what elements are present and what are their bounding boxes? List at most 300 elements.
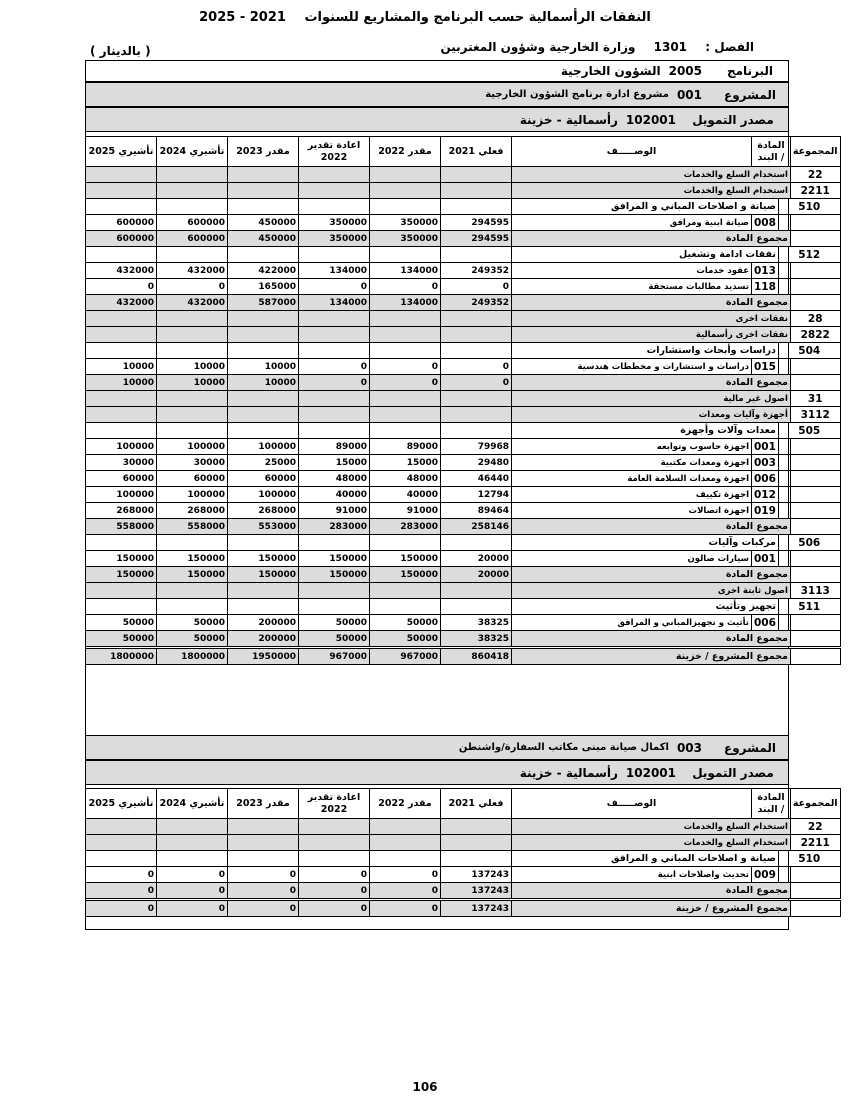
row-description: معدات وآلات وأجهزة xyxy=(512,423,779,439)
value-cell: 150000 xyxy=(370,567,441,583)
value-cell: 600000 xyxy=(157,231,228,247)
value-cell xyxy=(228,391,299,407)
table-row xyxy=(86,615,841,631)
col-2022-reest-header: اعادة تقدير 2022 xyxy=(299,789,370,819)
value-cell: 258146 xyxy=(441,519,512,535)
row-description: أجهزة وآليات ومعدات xyxy=(512,407,791,423)
project2-table xyxy=(85,788,841,917)
table-row xyxy=(86,851,841,867)
project-total-label: مجموع المشروع / خزينة xyxy=(512,649,791,665)
value-cell: 50000 xyxy=(157,631,228,647)
value-cell: 29480 xyxy=(441,455,512,471)
value-cell: 350000 xyxy=(299,215,370,231)
value-cell xyxy=(441,407,512,423)
item-code: 510 xyxy=(778,199,840,215)
group-spacer xyxy=(790,631,840,647)
item-code: 511 xyxy=(778,599,840,615)
line-spacer xyxy=(778,215,790,231)
line-spacer xyxy=(778,867,790,883)
value-cell xyxy=(441,423,512,439)
group-code: 3113 xyxy=(790,583,840,599)
group-code: 2822 xyxy=(790,327,840,343)
value-cell xyxy=(441,343,512,359)
value-cell: 91000 xyxy=(370,503,441,519)
value-cell xyxy=(86,391,157,407)
value-cell xyxy=(86,599,157,615)
value-cell: 150000 xyxy=(299,551,370,567)
value-cell xyxy=(370,835,441,851)
funding1-row xyxy=(85,107,789,132)
value-cell: 0 xyxy=(86,867,157,883)
line-spacer xyxy=(778,471,790,487)
table-row xyxy=(86,391,841,407)
value-cell: 600000 xyxy=(157,215,228,231)
value-cell xyxy=(441,851,512,867)
value-cell xyxy=(370,583,441,599)
table-row xyxy=(86,631,841,647)
chapter-name: وزارة الخارجية وشؤون المغتربين xyxy=(440,40,636,54)
line-code: 013 xyxy=(752,263,779,279)
value-cell: 200000 xyxy=(228,631,299,647)
value-cell: 25000 xyxy=(228,455,299,471)
line-code: 015 xyxy=(752,359,779,375)
group-spacer xyxy=(790,231,840,247)
value-cell: 30000 xyxy=(157,455,228,471)
line-spacer xyxy=(778,263,790,279)
value-cell: 134000 xyxy=(370,263,441,279)
value-cell: 0 xyxy=(370,279,441,295)
item-code: 512 xyxy=(778,247,840,263)
row-description: نفقات اخرى xyxy=(512,311,791,327)
group-code: 22 xyxy=(790,819,840,835)
row-description: صيانة ابنية ومرافق xyxy=(512,215,752,231)
value-cell xyxy=(86,199,157,215)
value-cell: 1800000 xyxy=(157,649,228,665)
table-row xyxy=(86,567,841,583)
project1-row xyxy=(85,82,789,107)
table-row xyxy=(86,375,841,391)
col-2021-actual-header: فعلي 2021 xyxy=(441,137,512,167)
value-cell: 0 xyxy=(299,279,370,295)
col-item-header: المادة / البند xyxy=(752,137,791,167)
group-spacer xyxy=(790,295,840,311)
value-cell: 40000 xyxy=(370,487,441,503)
value-cell xyxy=(157,599,228,615)
group-spacer xyxy=(790,215,840,231)
row-description: نفقات اخرى رأسمالية xyxy=(512,327,791,343)
value-cell: 558000 xyxy=(86,519,157,535)
value-cell xyxy=(228,835,299,851)
row-description: دراسات و استشارات و مخططات هندسية xyxy=(512,359,752,375)
value-cell xyxy=(228,327,299,343)
value-cell: 91000 xyxy=(299,503,370,519)
group-spacer xyxy=(790,375,840,391)
value-cell: 0 xyxy=(86,901,157,917)
value-cell xyxy=(86,851,157,867)
value-cell: 0 xyxy=(228,883,299,899)
col-group-header: المجموعة xyxy=(790,137,840,167)
value-cell: 0 xyxy=(157,901,228,917)
item-code: 504 xyxy=(778,343,840,359)
value-cell xyxy=(370,311,441,327)
value-cell: 283000 xyxy=(299,519,370,535)
line-spacer xyxy=(778,359,790,375)
value-cell xyxy=(441,327,512,343)
row-description: سيارات صالون xyxy=(512,551,752,567)
col-2023-header: مقدر 2023 xyxy=(228,137,299,167)
table-row xyxy=(86,551,841,567)
value-cell: 15000 xyxy=(370,455,441,471)
value-cell: 0 xyxy=(86,883,157,899)
col-2023-header: مقدر 2023 xyxy=(228,789,299,819)
table-row xyxy=(86,423,841,439)
value-cell xyxy=(157,423,228,439)
value-cell: 40000 xyxy=(299,487,370,503)
value-cell xyxy=(228,583,299,599)
value-cell: 89000 xyxy=(370,439,441,455)
value-cell xyxy=(86,247,157,263)
row-description: تحديث واصلاحات ابنية xyxy=(512,867,752,883)
group-spacer xyxy=(790,551,840,567)
value-cell: 1950000 xyxy=(228,649,299,665)
value-cell: 137243 xyxy=(441,901,512,917)
value-cell: 79968 xyxy=(441,439,512,455)
table-row xyxy=(86,599,841,615)
table-row xyxy=(86,407,841,423)
value-cell xyxy=(441,819,512,835)
value-cell: 450000 xyxy=(228,215,299,231)
value-cell: 0 xyxy=(299,375,370,391)
value-cell xyxy=(86,819,157,835)
group-code: 31 xyxy=(790,391,840,407)
line-code: 008 xyxy=(752,215,779,231)
table-row xyxy=(86,583,841,599)
value-cell xyxy=(299,247,370,263)
value-cell xyxy=(157,535,228,551)
project-total-label: مجموع المشروع / خزينة xyxy=(512,901,791,917)
value-cell xyxy=(157,183,228,199)
row-description: مجموع المادة xyxy=(512,519,791,535)
funding2-row xyxy=(85,760,789,785)
value-cell xyxy=(228,851,299,867)
project2-row xyxy=(85,735,789,760)
project1-table xyxy=(85,136,841,665)
page-number: 106 xyxy=(412,1080,438,1094)
value-cell: 268000 xyxy=(86,503,157,519)
value-cell: 50000 xyxy=(86,631,157,647)
group-spacer xyxy=(790,279,840,295)
value-cell xyxy=(370,391,441,407)
col-2024-header: تأشيري 2024 xyxy=(157,137,228,167)
value-cell: 0 xyxy=(370,901,441,917)
value-cell xyxy=(441,599,512,615)
value-cell: 20000 xyxy=(441,551,512,567)
funding1-name: رأسمالية - خزينة xyxy=(519,112,618,127)
col-2025-header: تأشيري 2025 xyxy=(86,137,157,167)
value-cell xyxy=(441,199,512,215)
chapter-label: الفصل : xyxy=(705,40,754,54)
value-cell xyxy=(299,167,370,183)
value-cell: 0 xyxy=(228,901,299,917)
value-cell xyxy=(441,311,512,327)
value-cell: 0 xyxy=(370,867,441,883)
value-cell: 12794 xyxy=(441,487,512,503)
value-cell: 350000 xyxy=(370,215,441,231)
chapter-line xyxy=(426,40,754,54)
value-cell xyxy=(370,535,441,551)
value-cell xyxy=(86,535,157,551)
group-spacer xyxy=(790,867,840,883)
value-cell: 967000 xyxy=(370,649,441,665)
value-cell: 860418 xyxy=(441,649,512,665)
table-row xyxy=(86,167,841,183)
value-cell: 0 xyxy=(157,867,228,883)
value-cell xyxy=(441,835,512,851)
value-cell xyxy=(299,391,370,407)
value-cell: 967000 xyxy=(299,649,370,665)
row-description: استخدام السلع والخدمات xyxy=(512,819,791,835)
value-cell: 0 xyxy=(299,901,370,917)
value-cell xyxy=(299,535,370,551)
row-description: عقود خدمات xyxy=(512,263,752,279)
value-cell xyxy=(157,311,228,327)
value-cell: 100000 xyxy=(86,439,157,455)
row-description: تأثيث و تجهيزالمباني و المرافق xyxy=(512,615,752,631)
value-cell: 249352 xyxy=(441,295,512,311)
value-cell: 134000 xyxy=(299,263,370,279)
value-cell: 0 xyxy=(299,883,370,899)
value-cell: 50000 xyxy=(157,615,228,631)
table-row xyxy=(86,343,841,359)
value-cell xyxy=(228,423,299,439)
value-cell: 100000 xyxy=(228,487,299,503)
value-cell: 450000 xyxy=(228,231,299,247)
value-cell: 10000 xyxy=(228,375,299,391)
value-cell xyxy=(157,583,228,599)
table-row xyxy=(86,819,841,835)
value-cell: 350000 xyxy=(370,231,441,247)
value-cell: 10000 xyxy=(157,375,228,391)
value-cell xyxy=(228,199,299,215)
group-code: 22 xyxy=(790,167,840,183)
value-cell: 600000 xyxy=(86,231,157,247)
group-spacer xyxy=(790,567,840,583)
value-cell xyxy=(299,183,370,199)
group-spacer xyxy=(790,471,840,487)
value-cell: 89464 xyxy=(441,503,512,519)
value-cell: 150000 xyxy=(86,567,157,583)
value-cell xyxy=(370,199,441,215)
value-cell xyxy=(157,167,228,183)
row-description: صيانة و اصلاحات المباني و المرافق xyxy=(512,199,779,215)
group-spacer xyxy=(790,649,840,665)
project2-name: اكمال صيانة مبنى مكاتب السفارة/واشنطن xyxy=(458,742,669,753)
row-description: مجموع المادة xyxy=(512,295,791,311)
col-group-header: المجموعة xyxy=(790,789,840,819)
table-row xyxy=(86,901,841,917)
col-description-header: الوصـــــف xyxy=(512,137,752,167)
value-cell xyxy=(86,343,157,359)
row-description: اجهزة حاسوب وتوابعه xyxy=(512,439,752,455)
value-cell: 150000 xyxy=(86,551,157,567)
row-description: مجموع المادة xyxy=(512,375,791,391)
group-spacer xyxy=(790,455,840,471)
value-cell xyxy=(299,327,370,343)
funding2-name: رأسمالية - خزينة xyxy=(519,765,618,780)
value-cell: 100000 xyxy=(157,487,228,503)
table-row xyxy=(86,311,841,327)
currency-unit: ( بالدينار ) xyxy=(90,44,151,58)
funding1-label: مصدر التمويل xyxy=(692,112,774,127)
value-cell xyxy=(86,835,157,851)
value-cell xyxy=(370,167,441,183)
value-cell xyxy=(370,423,441,439)
value-cell: 10000 xyxy=(86,375,157,391)
value-cell xyxy=(441,167,512,183)
value-cell: 422000 xyxy=(228,263,299,279)
value-cell: 50000 xyxy=(370,615,441,631)
row-description: تجهيز وتأثيث xyxy=(512,599,779,615)
value-cell xyxy=(228,819,299,835)
column-header-row xyxy=(86,137,841,167)
title-years: 2021 - 2025 xyxy=(199,10,286,25)
page-title xyxy=(0,10,850,25)
value-cell xyxy=(86,327,157,343)
value-cell: 432000 xyxy=(157,263,228,279)
group-code: 3112 xyxy=(790,407,840,423)
table-row xyxy=(86,487,841,503)
value-cell xyxy=(228,599,299,615)
value-cell: 294595 xyxy=(441,215,512,231)
group-spacer xyxy=(790,487,840,503)
row-description: مجموع المادة xyxy=(512,883,791,899)
table-row xyxy=(86,327,841,343)
line-spacer xyxy=(778,487,790,503)
table-row xyxy=(86,279,841,295)
row-description: اجهزة تكييف xyxy=(512,487,752,503)
table-row xyxy=(86,835,841,851)
row-description: مركبات وآليات xyxy=(512,535,779,551)
value-cell: 432000 xyxy=(86,295,157,311)
value-cell: 0 xyxy=(441,375,512,391)
value-cell xyxy=(299,423,370,439)
value-cell xyxy=(370,407,441,423)
funding2-code: 102001 xyxy=(625,765,676,780)
table-row xyxy=(86,455,841,471)
value-cell: 137243 xyxy=(441,883,512,899)
line-code: 003 xyxy=(752,455,779,471)
value-cell: 283000 xyxy=(370,519,441,535)
line-code: 118 xyxy=(752,279,779,295)
value-cell: 60000 xyxy=(157,471,228,487)
program-code: 2005 xyxy=(668,64,702,78)
value-cell: 15000 xyxy=(299,455,370,471)
row-description: اصول غير مالية xyxy=(512,391,791,407)
value-cell: 38325 xyxy=(441,615,512,631)
value-cell: 150000 xyxy=(228,551,299,567)
value-cell: 0 xyxy=(370,359,441,375)
value-cell: 30000 xyxy=(86,455,157,471)
value-cell: 200000 xyxy=(228,615,299,631)
value-cell xyxy=(157,343,228,359)
line-code: 009 xyxy=(752,867,779,883)
project1-label: المشروع xyxy=(724,87,776,102)
value-cell: 150000 xyxy=(228,567,299,583)
value-cell: 89000 xyxy=(299,439,370,455)
col-2022-est-header: مقدر 2022 xyxy=(370,137,441,167)
column-header-row xyxy=(86,789,841,819)
value-cell xyxy=(157,407,228,423)
row-description: اجهزة ومعدات مكتبية xyxy=(512,455,752,471)
item-code: 510 xyxy=(778,851,840,867)
table-row xyxy=(86,439,841,455)
group-spacer xyxy=(790,519,840,535)
row-description: مجموع المادة xyxy=(512,567,791,583)
value-cell: 350000 xyxy=(299,231,370,247)
value-cell xyxy=(86,583,157,599)
value-cell: 20000 xyxy=(441,567,512,583)
value-cell xyxy=(299,407,370,423)
line-spacer xyxy=(778,503,790,519)
value-cell xyxy=(228,407,299,423)
value-cell: 0 xyxy=(299,359,370,375)
value-cell: 268000 xyxy=(228,503,299,519)
value-cell xyxy=(157,247,228,263)
col-2021-actual-header: فعلي 2021 xyxy=(441,789,512,819)
group-spacer xyxy=(790,883,840,899)
value-cell: 0 xyxy=(370,375,441,391)
title-text: النفقات الرأسمالية حسب البرنامج والمشاريع للسنوات xyxy=(304,10,651,25)
value-cell: 48000 xyxy=(370,471,441,487)
table-row xyxy=(86,183,841,199)
line-code: 012 xyxy=(752,487,779,503)
table-row xyxy=(86,295,841,311)
value-cell xyxy=(86,423,157,439)
row-description: استخدام السلع والخدمات xyxy=(512,183,791,199)
value-cell: 1800000 xyxy=(86,649,157,665)
value-cell: 432000 xyxy=(157,295,228,311)
value-cell xyxy=(86,183,157,199)
value-cell xyxy=(370,247,441,263)
value-cell xyxy=(86,311,157,327)
value-cell: 150000 xyxy=(370,551,441,567)
item-code: 506 xyxy=(778,535,840,551)
value-cell xyxy=(299,599,370,615)
value-cell xyxy=(441,247,512,263)
value-cell: 10000 xyxy=(86,359,157,375)
program-name: الشؤون الخارجية xyxy=(560,64,661,78)
table-row xyxy=(86,247,841,263)
project1-code: 001 xyxy=(676,87,702,102)
value-cell: 150000 xyxy=(157,551,228,567)
value-cell xyxy=(441,183,512,199)
line-code: 006 xyxy=(752,615,779,631)
row-description: اجهزة ومعدات السلامة العامة xyxy=(512,471,752,487)
value-cell xyxy=(370,327,441,343)
value-cell xyxy=(370,851,441,867)
line-code: 001 xyxy=(752,551,779,567)
value-cell: 294595 xyxy=(441,231,512,247)
value-cell xyxy=(370,343,441,359)
row-description: نفقات ادامة وتشغيل xyxy=(512,247,779,263)
value-cell: 432000 xyxy=(86,263,157,279)
value-cell: 0 xyxy=(228,867,299,883)
row-description: مجموع المادة xyxy=(512,231,791,247)
project2-code: 003 xyxy=(676,740,702,755)
line-spacer xyxy=(778,615,790,631)
value-cell xyxy=(157,199,228,215)
value-cell: 134000 xyxy=(370,295,441,311)
